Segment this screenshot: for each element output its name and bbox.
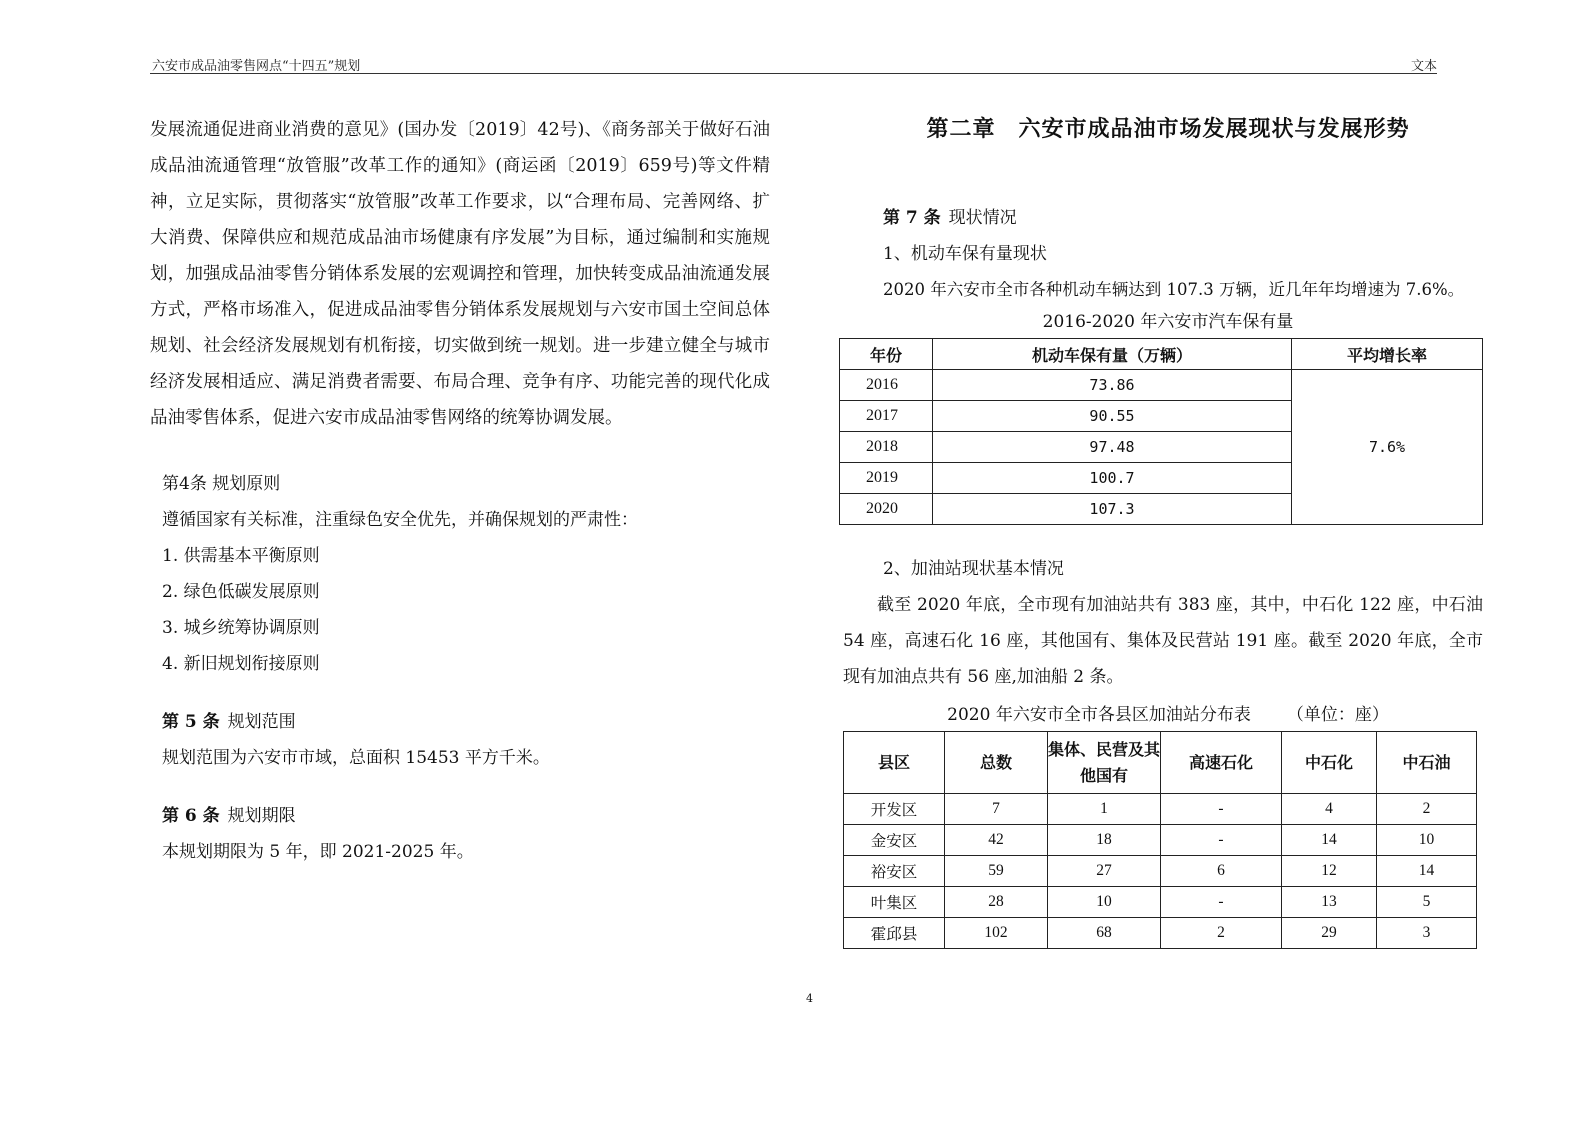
count-cell: 10 xyxy=(1048,887,1161,918)
year-cell: 2020 xyxy=(840,494,933,525)
principle-item: 2. 绿色低碳发展原则 xyxy=(162,582,320,602)
year-cell: 2017 xyxy=(840,401,933,432)
section-1-body: 2020 年六安市全市各种机动车辆达到 107.3 万辆，近几年年均增速为 7.6%。 xyxy=(883,280,1465,299)
table-1-header: 平均增长率 xyxy=(1292,339,1483,370)
count-cell: - xyxy=(1161,825,1282,856)
table-row xyxy=(844,794,1477,825)
count-cell: - xyxy=(1161,794,1282,825)
district-cell: 叶集区 xyxy=(844,887,945,918)
section-2-title: 2、加油站现状基本情况 xyxy=(883,559,1064,579)
year-cell: 2016 xyxy=(840,370,933,401)
article-4-lead: 遵循国家有关标准，注重绿色安全优先，并确保规划的严肃性： xyxy=(162,510,638,530)
count-cell: 1 xyxy=(1048,794,1161,825)
table-2-header: 集体、民营及其他国有 xyxy=(1048,732,1161,794)
year-cell: 2019 xyxy=(840,463,933,494)
article-6-number: 第 6 条 xyxy=(162,806,220,826)
article-6-title: 规划期限 xyxy=(227,806,296,826)
value-cell: 73.86 xyxy=(933,370,1292,401)
growth-rate-cell: 7.6% xyxy=(1292,370,1483,525)
table-row xyxy=(844,887,1477,918)
table-2-header: 中石油 xyxy=(1377,732,1477,794)
principle-item: 1. 供需基本平衡原则 xyxy=(162,546,320,566)
header-rule xyxy=(150,73,1437,74)
count-cell: 14 xyxy=(1282,825,1377,856)
article-7-title: 现状情况 xyxy=(948,208,1017,228)
page-number: 4 xyxy=(806,992,813,1005)
count-cell: 2 xyxy=(1161,918,1282,949)
principle-item: 4. 新旧规划衔接原则 xyxy=(162,654,320,674)
table-2-caption-text: 2020 年六安市全市各县区加油站分布表 xyxy=(947,705,1251,725)
count-cell: 12 xyxy=(1282,856,1377,887)
count-cell: 59 xyxy=(945,856,1048,887)
count-cell: 29 xyxy=(1282,918,1377,949)
table-2-unit: （单位：座） xyxy=(1286,705,1389,725)
article-5-title: 规划范围 xyxy=(227,712,296,732)
table-row xyxy=(844,918,1477,949)
article-5-number: 第 5 条 xyxy=(162,712,220,732)
table-row xyxy=(844,856,1477,887)
count-cell: 2 xyxy=(1377,794,1477,825)
gas-station-distribution-table xyxy=(843,731,1477,949)
table-row xyxy=(844,825,1477,856)
count-cell: 7 xyxy=(945,794,1048,825)
count-cell: 10 xyxy=(1377,825,1477,856)
article-4-title: 第4条 规划原则 xyxy=(162,474,281,494)
value-cell: 90.55 xyxy=(933,401,1292,432)
intro-paragraph: 发展流通促进商业消费的意见》(国办发〔2019〕42号)、《商务部关于做好石油成品油流通管理“放管服”改革工作的通知》(商运函〔2019〕659号)等文件精神，立足实际，贯彻落实“放管服”改革工作要求，以“合理布局、完善网络、扩大消费、保障供应和规范成品油市场健康有序发展”为目标，通过编制和实施规划，加强成品油零售分销体系发展的宏观调控和管理，加快转变成品油流通发展方式，严格市场准入，促进成品油零售分销体系发展规划与六安市国土空间总体规划、社会经济发展规划有机衔接，切实做到统一规划。进一步建立健全与城市经济发展相适应、满足消费者需要、布局合理、竞争有序、功能完善的现代化成品油零售体系，促进六安市成品油零售网络的统筹协调发展。 xyxy=(150,120,770,428)
table-row xyxy=(840,370,1483,401)
district-cell: 裕安区 xyxy=(844,856,945,887)
section-2-body: 截至 2020 年底，全市现有加油站共有 383 座，其中，中石化 122 座，中石油 54 座，高速石化 16 座，其他国有、集体及民营站 191 座。截至 2020 年底，全市现有加油点共有 56 座,加油船 2 条。 xyxy=(843,595,1483,687)
table-2-caption xyxy=(843,699,1493,731)
count-cell: 3 xyxy=(1377,918,1477,949)
count-cell: 27 xyxy=(1048,856,1161,887)
count-cell: 18 xyxy=(1048,825,1161,856)
table-1-caption: 2016-2020 年六安市汽车保有量 xyxy=(1042,312,1294,332)
value-cell: 97.48 xyxy=(933,432,1292,463)
table-1-header: 机动车保有量（万辆） xyxy=(933,339,1292,370)
count-cell: 102 xyxy=(945,918,1048,949)
running-header-title: 六安市成品油零售网点“十四五”规划 xyxy=(152,59,361,74)
count-cell: 5 xyxy=(1377,887,1477,918)
count-cell: 28 xyxy=(945,887,1048,918)
count-cell: 13 xyxy=(1282,887,1377,918)
article-6-heading xyxy=(150,798,770,834)
count-cell: 4 xyxy=(1282,794,1377,825)
value-cell: 100.7 xyxy=(933,463,1292,494)
table-2-header: 中石化 xyxy=(1282,732,1377,794)
left-column xyxy=(150,112,770,870)
right-column xyxy=(843,112,1493,949)
year-cell: 2018 xyxy=(840,432,933,463)
district-cell: 霍邱县 xyxy=(844,918,945,949)
count-cell: 14 xyxy=(1377,856,1477,887)
table-2-header: 总数 xyxy=(945,732,1048,794)
article-6-body: 本规划期限为 5 年，即 2021-2025 年。 xyxy=(162,842,474,862)
section-1-title: 1、机动车保有量现状 xyxy=(883,244,1047,264)
count-cell: - xyxy=(1161,887,1282,918)
principle-item: 3. 城乡统筹协调原则 xyxy=(162,618,320,638)
running-header-label: 文本 xyxy=(1410,59,1437,74)
count-cell: 6 xyxy=(1161,856,1282,887)
table-1-header: 年份 xyxy=(840,339,933,370)
district-cell: 开发区 xyxy=(844,794,945,825)
chapter-title: 第二章 六安市成品油市场发展现状与发展形势 xyxy=(926,117,1410,142)
vehicle-ownership-table xyxy=(839,338,1483,525)
district-cell: 金安区 xyxy=(844,825,945,856)
table-2-header: 高速石化 xyxy=(1161,732,1282,794)
count-cell: 68 xyxy=(1048,918,1161,949)
value-cell: 107.3 xyxy=(933,494,1292,525)
article-5-body: 规划范围为六安市市域，总面积 15453 平方千米。 xyxy=(162,748,550,768)
article-7-number: 第 7 条 xyxy=(883,208,941,228)
count-cell: 42 xyxy=(945,825,1048,856)
article-5-heading xyxy=(150,704,770,740)
article-7-heading xyxy=(843,200,1493,236)
table-2-header: 县区 xyxy=(844,732,945,794)
